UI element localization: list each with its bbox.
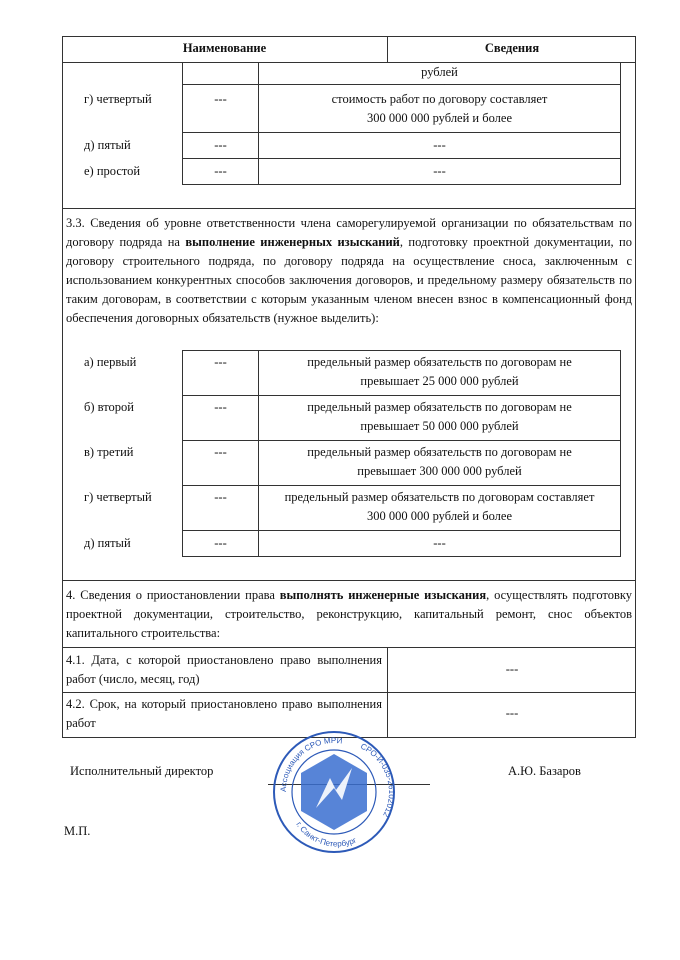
row-dash: --- [214,355,227,369]
row-value-line2: превышает 25 000 000 рублей [360,374,519,388]
signer-position: Исполнительный директор [70,764,214,778]
row-dash: --- [214,445,227,459]
inner-table-b-line [182,485,621,486]
row-dash: --- [214,164,227,178]
row-4-2-top [62,692,636,693]
inner-table-b-line [182,530,621,531]
stamp-top-text: Ассоциация СРО МРИ [278,735,343,793]
row-dash: --- [214,138,227,152]
row-label: д) пятый [84,536,131,550]
inner-table-b-line [182,440,621,441]
row-dash: --- [214,536,227,550]
row-4-2-value: --- [505,706,519,720]
row-dash: --- [214,92,227,106]
stamp-hexagon [301,754,367,830]
section-divider [62,208,636,209]
inner-table-a-line [182,158,621,159]
row-4-1-value: --- [505,662,519,676]
inner-table-a-line [182,132,621,133]
inner-table-b-line [182,395,621,396]
inner-table-a-line [182,84,621,85]
section-4-paragraph: 4. Сведения о приостановлении права выполнять инженерные изыскания, осуществлять подготовку проектной документации, строительство, реконструкцию, капитальный ремонт, снос объектов капитального строительства: [66,588,632,640]
organization-stamp [272,728,396,856]
row-value-line1: предельный размер обязательств по договорам составляет [284,490,595,504]
row-value-line2: превышает 50 000 000 рублей [360,419,519,433]
row-dash: --- [214,490,227,504]
header-info-cell: Сведения [484,41,540,55]
inner-table-b-line [182,556,621,557]
row-value-line1: предельный размер обязательств по договорам не [307,355,572,369]
document-table [62,36,636,738]
fragment-text: рублей [421,65,458,79]
row-4-2-label: 4.2. Срок, на который приостановлено право выполнения работ [66,697,382,730]
inner-table-b-line [182,350,621,351]
row-label: г) четвертый [84,490,152,504]
row-value-line1: предельный размер обязательств по договорам не [307,400,572,414]
row-label: е) простой [84,164,141,178]
stamp-right-text: СРО-И-035-26102012 [359,741,396,819]
section-divider [62,580,636,581]
inner-table-a-right [620,62,621,184]
table-border-top [62,36,636,37]
inner-table-b-right [620,350,621,556]
row-value-line1: --- [433,138,446,152]
row-value-line2: 300 000 000 рублей и более [366,111,513,125]
row-value-line1: --- [433,536,446,550]
row-value-line1: предельный размер обязательств по договорам не [307,445,572,459]
signer-name: А.Ю. Базаров [508,764,581,778]
row-label: д) пятый [84,138,131,152]
seal-place-label: М.П. [64,824,91,838]
section-3-3-paragraph: 3.3. Сведения об уровне ответственности члена саморегулируемой организации по обязательствам по договору подряда на выполнение инженерных изысканий, подготовку проектной документации, по договору строительного подряда, по договору подряда на осуществление сноса, заключенным с использованием конкурентных способов заключения договоров, и предельному размеру обязательств по таким договорам, в соответствии с которым указанным членом внесен взнос в компенсационный фонд обеспечения договорных обязательств (нужное выделить): [66,216,632,325]
row-dash: --- [214,400,227,414]
row-value-line1: стоимость работ по договору составляет [331,92,548,106]
table-border-left [62,36,63,738]
row-value-line1: --- [433,164,446,178]
row-label: а) первый [84,355,137,369]
row-value-line2: 300 000 000 рублей и более [366,509,513,523]
row-label: б) второй [84,400,134,414]
row-value-line2: превышает 300 000 000 рублей [357,464,522,478]
row-label: в) третий [84,445,134,459]
table-border-right [635,36,636,738]
inner-table-a-line [182,184,621,185]
row-label: г) четвертый [84,92,152,106]
stamp-bottom-text: г. Санкт-Петербург [294,820,358,849]
row-4-1-label: 4.1. Дата, с которой приостановлено право выполнения работ (число, месяц, год) [66,653,382,686]
header-name-cell: Наименование [182,41,267,55]
row-4-1-top [62,647,636,648]
